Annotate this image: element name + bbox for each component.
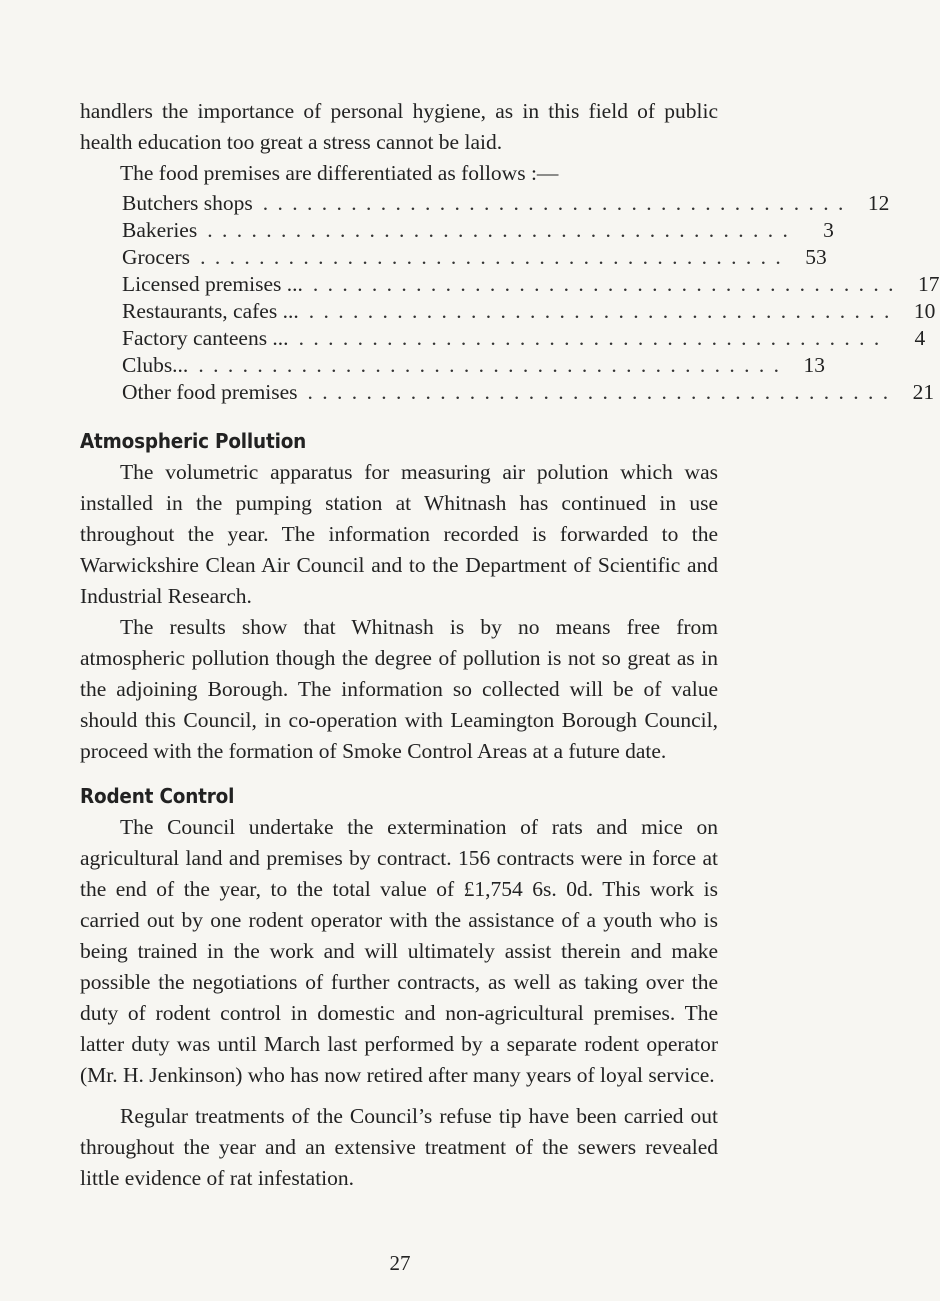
leader-dots: . . . . . . . . . . . . . . . . . . . . . . . . . . . . . . . . . . . . . . . .: [298, 326, 882, 350]
premises-count: 17: [918, 272, 940, 296]
intro-paragraph: handlers the importance of personal hygiene, as in this field of public health education too great a stress cannot be laid.: [80, 99, 718, 154]
leader-dots: . . . . . . . . . . . . . . . . . . . . . . . . . . . . . . . . . . . . . . . .: [198, 353, 781, 377]
premises-count: 4: [914, 326, 926, 350]
leader-dots: . . . . . . . . . . . . . . . . . . . . . . . . . . . . . . . . . . . . . . . .: [312, 272, 896, 296]
page-number: 27: [389, 1251, 411, 1275]
premises-label: Other food premises: [122, 380, 298, 404]
document-page: [80, 96, 940, 1194]
atmospheric-paragraph-1: The volumetric apparatus for measuring air polution which was installed in the pumping station at Whitnash has continued in use throughout the year. The information recorded is forwarded to the Warwickshire Clean Air Council and to the Department of Scientific and Industrial Research.: [80, 460, 718, 608]
section-heading-rodent-control: Rodent Control: [80, 784, 235, 808]
premises-label: Restaurants, cafes ...: [122, 299, 299, 323]
premises-count: 10: [913, 299, 936, 323]
premises-count: 13: [803, 353, 825, 377]
list-item: [122, 325, 926, 352]
premises-count: 53: [805, 245, 827, 269]
list-item: [122, 352, 825, 379]
list-item: [122, 271, 940, 298]
atmospheric-paragraph-2: The results show that Whitnash is by no means free from atmospheric pollution though the degree of pollution is not so great as in the adjoining Borough. The information so collected will be of value should this Council, in co-operation with Leamington Borough Council, proceed with the formation of Smoke Control Areas at a future date.: [80, 615, 718, 763]
leader-dots: . . . . . . . . . . . . . . . . . . . . . . . . . . . . . . . . . . . . . . . .: [308, 299, 892, 323]
premises-label: Butchers shops: [122, 191, 253, 215]
rodent-paragraph-2: Regular treatments of the Council’s refuse tip have been carried out throughout the year and an extensive treatment of the sewers revealed little evidence of rat infestation.: [80, 1104, 718, 1190]
rodent-paragraph-1: The Council undertake the extermination of rats and mice on agricultural land and premises by contract. 156 contracts were in force at the end of the year, to the total value of £1,754 6s. 0d. This work is carried out by one rodent operator with the assistance of a youth who is being trained in the work and will ultimately assist therein and make possible the negotiations of further contracts, as well as taking over the duty of rodent control in domestic and non-agricultural premises. The latter duty was until March last performed by a separate rodent operator (Mr. H. Jenkinson) who has now retired after many years of loyal service.: [80, 815, 718, 1087]
premises-count: 21: [912, 380, 935, 404]
premises-label: Factory canteens ...: [122, 326, 289, 350]
premises-label: Grocers: [122, 245, 191, 269]
section-heading-atmospheric-pollution: Atmospheric Pollution: [80, 429, 307, 453]
premises-intro: The food premises are differentiated as follows :—: [120, 161, 559, 185]
premises-count: 12: [867, 191, 890, 215]
premises-label: Clubs...: [122, 353, 189, 377]
list-item: [122, 190, 890, 217]
list-item: [122, 244, 827, 271]
premises-count: 3: [823, 218, 834, 242]
premises-label: Bakeries: [122, 218, 198, 242]
leader-dots: . . . . . . . . . . . . . . . . . . . . . . . . . . . . . . . . . . . . . . . .: [207, 218, 790, 242]
leader-dots: . . . . . . . . . . . . . . . . . . . . . . . . . . . . . . . . . . . . . . . .: [200, 245, 783, 269]
leader-dots: . . . . . . . . . . . . . . . . . . . . . . . . . . . . . . . . . . . . . . . .: [307, 380, 891, 404]
premises-list: [122, 190, 940, 406]
list-item: [122, 217, 834, 244]
premises-label: Licensed premises ...: [122, 272, 303, 296]
list-item: [122, 379, 935, 406]
leader-dots: . . . . . . . . . . . . . . . . . . . . . . . . . . . . . . . . . . . . . . . .: [262, 191, 846, 215]
list-item: [122, 298, 936, 325]
